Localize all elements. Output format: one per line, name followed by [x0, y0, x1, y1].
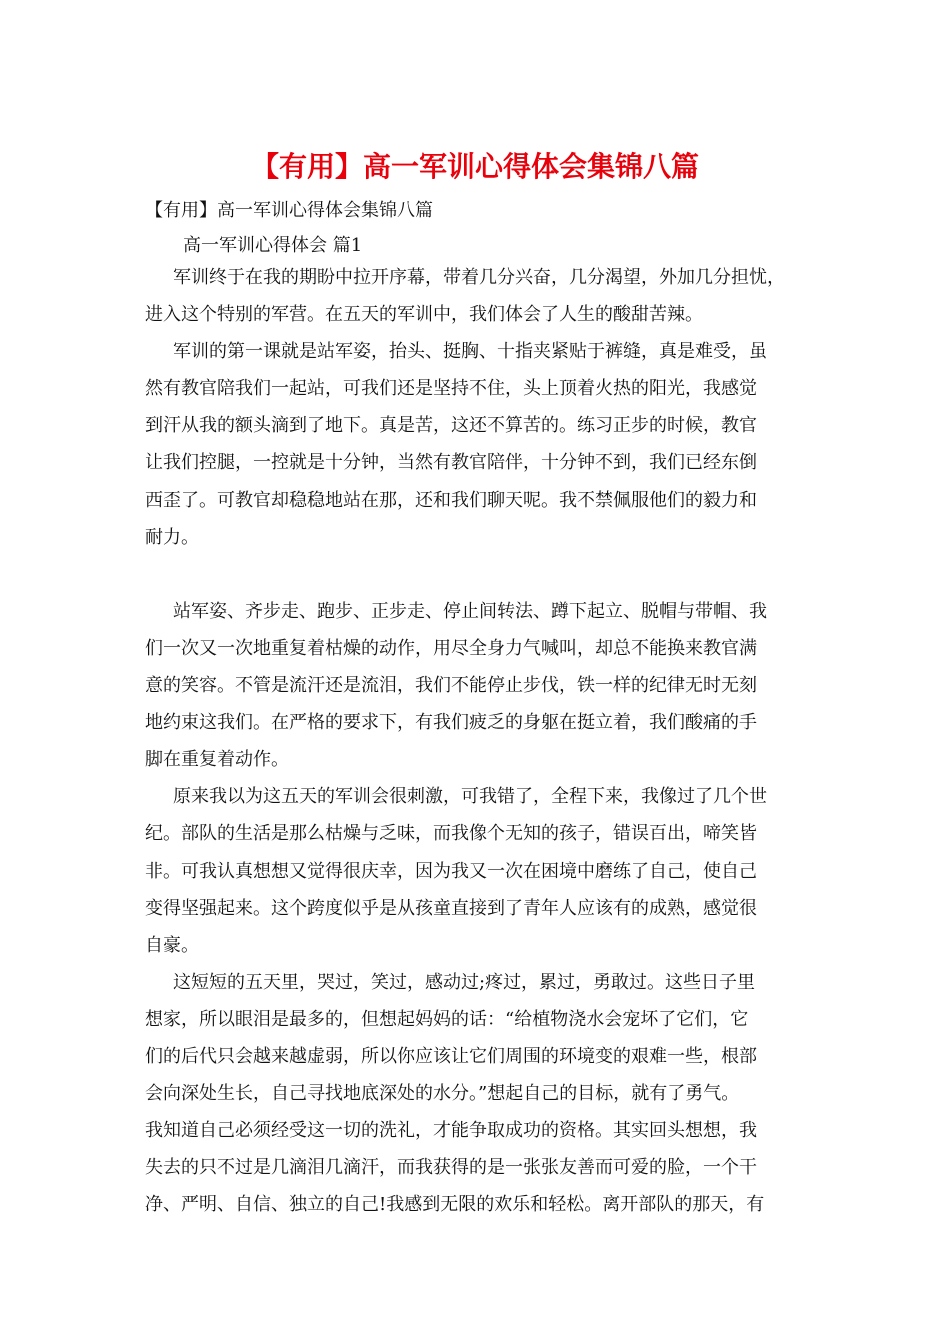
text-line: 脚在重复着动作。 — [145, 749, 289, 771]
text-line: 然有教官陪我们一起站，可我们还是坚持不住，头上顶着火热的阳光，我感觉 — [145, 378, 757, 400]
text-line: 到汗从我的额头滴到了地下。真是苦，这还不算苦的。练习正步的时候，教官 — [145, 415, 757, 437]
text-line: 让我们控腿，一控就是十分钟，当然有教官陪伴，十分钟不到，我们已经东倒 — [145, 452, 757, 474]
text-line: 军训的第一课就是站军姿，抬头、挺胸、十指夹紧贴于裤缝，真是难受，虽 — [173, 341, 767, 363]
text-line: 进入这个特别的军营。在五天的军训中，我们体会了人生的酸甜苦辣。 — [145, 304, 703, 326]
text-line: 自豪。 — [145, 934, 199, 956]
text-line: 纪。部队的生活是那么枯燥与乏味，而我像个无知的孩子，错误百出，啼笑皆 — [145, 823, 757, 845]
essay-body — [145, 259, 815, 1223]
text-line: 军训终于在我的期盼中拉开序幕，带着几分兴奋，几分渴望，外加几分担忧， — [173, 267, 785, 288]
blank-line — [145, 556, 815, 593]
text-line: 站军姿、齐步走、跑步、正步走、停止间转法、蹲下起立、脱帽与带帽、我 — [173, 600, 767, 622]
text-line: 失去的只不过是几滴泪几滴汗，而我获得的是一张张友善而可爱的脸，一个干 — [145, 1157, 757, 1179]
text-line: 西歪了。可教官却稳稳地站在那，还和我们聊天呢。我不禁佩服他们的毅力和 — [145, 489, 757, 511]
text-line: 净、严明、自信、独立的自己!我感到无限的欢乐和轻松。离开部队的那天，有 — [145, 1194, 765, 1216]
text-line: 地约束这我们。在严格的要求下，有我们疲乏的身躯在挺立着，我们酸痛的手 — [145, 712, 757, 734]
text-line: 会向深处生长，自己寻找地底深处的水分。”想起自己的目标，就有了勇气。 — [145, 1083, 740, 1105]
text-line: 们的后代只会越来越虚弱，所以你应该让它们周围的环境变的艰难一些，根部 — [145, 1045, 757, 1067]
text-line: 想家，所以眼泪是最多的，但想起妈妈的话：“给植物浇水会宠坏了它们，它 — [145, 1008, 749, 1030]
text-line: 原来我以为这五天的军训会很刺激，可我错了，全程下来，我像过了几个世 — [173, 786, 767, 808]
text-line: 意的笑容。不管是流汗还是流泪，我们不能停止步伐，铁一样的纪律无时无刻 — [145, 675, 757, 697]
text-line: 这短短的五天里，哭过，笑过，感动过;疼过，累过，勇敢过。这些日子里 — [173, 971, 756, 993]
document-title: 【有用】高一军训心得体会集锦八篇 — [250, 150, 699, 183]
text-line: 们一次又一次地重复着枯燥的动作，用尽全身力气喊叫，却总不能换来教官满 — [145, 637, 757, 659]
document-subtitle: 【有用】高一军训心得体会集锦八篇 — [145, 200, 433, 221]
text-line: 变得坚强起来。这个跨度似乎是从孩童直接到了青年人应该有的成熟，感觉很 — [145, 897, 757, 919]
section-heading: 高一军训心得体会 篇1 — [183, 235, 363, 256]
text-line: 耐力。 — [145, 526, 199, 548]
text-line: 非。可我认真想想又觉得很庆幸，因为我又一次在困境中磨练了自己，使自己 — [145, 860, 757, 882]
text-line: 我知道自己必须经受这一切的洗礼，才能争取成功的资格。其实回头想想，我 — [145, 1120, 757, 1142]
